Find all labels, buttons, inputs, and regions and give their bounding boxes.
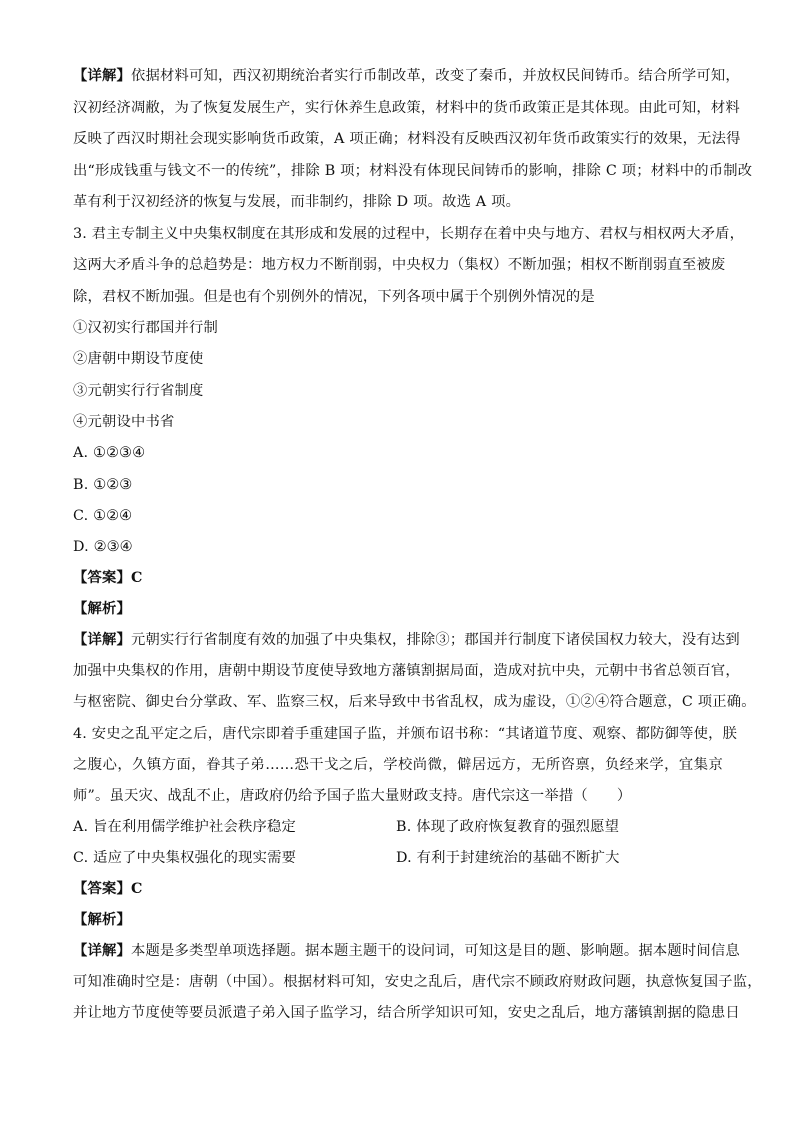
question-4-stem: 师”。虽天灾、战乱不止，唐政府仍给予国子监大量财政支持。唐代宗这一举措（ ） — [73, 788, 632, 804]
question-3-detail: 与枢密院、御史台分掌政、军、监察三权，后来导致中书省乱权，成为虚设，①②④符合题意，C 项正确。 — [73, 694, 756, 710]
detail-line: 反映了西汉时期社会现实影响货币政策，A 项正确；材料没有反映西汉初年货币政策实行的效果，无法得 — [73, 131, 741, 147]
question-3-item: ①汉初实行郡国并行制 — [73, 320, 218, 336]
question-3-option-d: D. ②③④ — [73, 539, 133, 555]
detail-line: 汉初经济凋敝，为了恢复发展生产，实行休养生息政策，材料中的货币政策正是其体现。由此可知，材料 — [73, 100, 740, 116]
question-4-detail: 并让地方节度使等要员派遣子弟入国子监学习，结合所学知识可知，安史之乱后，地方藩镇割据的隐患日 — [73, 1005, 740, 1021]
question-3-option-a: A. ①②③④ — [73, 445, 146, 461]
question-3-stem: 3. 君主专制主义中央集权制度在其形成和发展的过程中，长期存在着中央与地方、君权与相权两大矛盾， — [73, 226, 745, 242]
detail-line: 出“形成钱重与钱文不一的传统”，排除 B 项；材料没有体现民间铸币的影响，排除 C 项；材料中的币制改 — [73, 163, 753, 179]
question-3-answer: 【答案】C — [73, 570, 143, 586]
question-4-answer: 【答案】C — [73, 881, 143, 897]
detail-line: 革有利于汉初经济的恢复与发展，而非制约，排除 D 项。故选 A 项。 — [73, 194, 521, 210]
question-4-stem: 4. 安史之乱平定之后，唐代宗即着手重建国子监，并颁布诏书称：“其诸道节度、观察、都防御等使，朕 — [73, 726, 738, 742]
question-3-stem: 这两大矛盾斗争的总趋势是：地方权力不断削弱，中央权力（集权）不断加强；相权不断削弱直至被废 — [73, 257, 726, 273]
question-4-option-c: C. 适应了中央集权强化的现实需要 — [73, 850, 297, 866]
question-4-detail: 可知准确时空是：唐朝（中国）。根据材料可知，安史之乱后，唐代宗不顾政府财政问题，执意恢复国子监， — [73, 974, 762, 990]
question-3-detail: 【详解】元朝实行行省制度有效的加强了中央集权，排除③；郡国并行制度下诸侯国权力较大，没有达到 — [73, 632, 740, 648]
detail-line: 【详解】依据材料可知，西汉初期统治者实行币制改革，改变了秦币，并放权民间铸币。结合所学可知， — [73, 68, 740, 84]
question-4-analysis-heading: 【解析】 — [73, 912, 131, 928]
detail-tag: 【详解】 — [73, 68, 131, 84]
question-4-detail: 【详解】本题是多类型单项选择题。据本题主题干的设问词，可知这是目的题、影响题。据本题时间信息 — [73, 943, 740, 959]
question-4-option-d: D. 有利于封建统治的基础不断扩大 — [396, 850, 620, 866]
question-3-option-c: C. ①②④ — [73, 508, 133, 524]
question-3-item: ②唐朝中期设节度使 — [73, 351, 204, 367]
question-4-option-b: B. 体现了政府恢复教育的强烈愿望 — [396, 819, 620, 835]
question-3-detail: 加强中央集权的作用，唐朝中期设节度使导致地方藩镇割据局面，造成对抗中央，元朝中书省总领百官， — [73, 663, 740, 679]
question-3-stem: 除，君权不断加强。但是也有个别例外的情况，下列各项中属于个别例外情况的是 — [73, 289, 595, 305]
question-3-analysis-heading: 【解析】 — [73, 601, 131, 617]
question-4-option-a: A. 旨在利用儒学维护社会秩序稳定 — [73, 819, 296, 835]
question-3-option-b: B. ①②③ — [73, 477, 133, 493]
question-3-item: ③元朝实行行省制度 — [73, 383, 204, 399]
question-4-stem: 之腹心，久镇方面，眷其子弟……恐干戈之后，学校尚微，僻居远方，无所咨禀，负经来学，宜集京 — [73, 757, 723, 773]
question-3-item: ④元朝设中书省 — [73, 414, 175, 430]
